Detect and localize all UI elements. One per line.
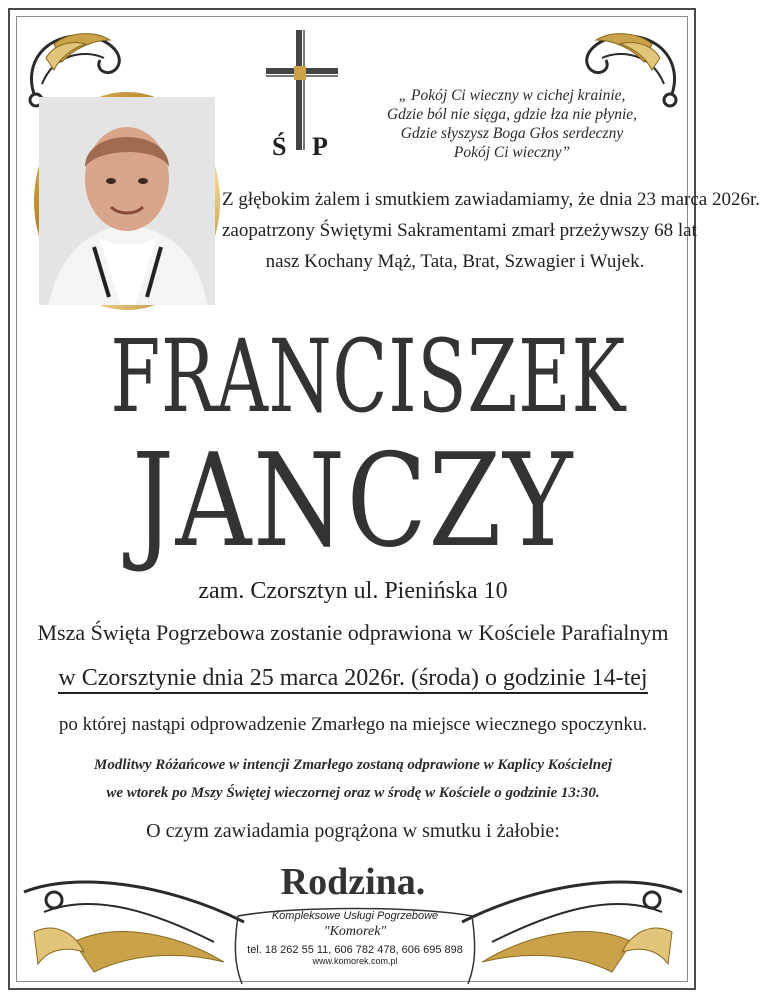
- mass-line-2: [16, 665, 690, 692]
- mass-line-1: Msza Święta Pogrzebowa zostanie odprawiona w Kościele Parafialnym: [37, 620, 669, 645]
- intro-line: Z głębokim żalem i smutkiem zawiadamiamy, że dnia 23 marca 2026r.: [222, 189, 760, 210]
- memorial-quote: [342, 86, 682, 162]
- funeral-home-tagline: Kompleksowe Usługi Pogrzebowe: [271, 910, 439, 922]
- rosary-info: [16, 751, 690, 807]
- first-name: FRANCISZEK: [110, 318, 626, 435]
- funeral-home-name: "Komorek": [323, 924, 387, 939]
- funeral-home-website: www.komorek.com.pl: [312, 956, 398, 966]
- portrait-image: [39, 97, 215, 305]
- cross-letter-right: P: [312, 132, 328, 161]
- quote-line: „ Pokój Ci wieczny w cichej krainie,: [398, 87, 626, 104]
- portrait-photo: [34, 92, 220, 310]
- rosary-line: we wtorek po Mszy Świętej wieczornej oraz w środę w Kościele o godzinie 13:30.: [106, 785, 600, 801]
- funeral-home: [232, 910, 478, 966]
- notify-line: O czym zawiadamia pogrążona w smutku i żałobie:: [146, 820, 560, 842]
- death-announcement: [222, 184, 760, 277]
- quote-line: Gdzie ból nie sięga, gdzie łza nie płynie,: [386, 106, 638, 123]
- intro-line: zaopatrzony Świętymi Sakramentami zmarł przeżywszy 68 lat: [222, 220, 697, 241]
- family-signature: Rodzina.: [280, 861, 426, 903]
- cross-letter-left: Ś: [272, 132, 287, 161]
- mass-line-3: po której nastąpi odprowadzenie Zmarłego na miejsce wiecznego spoczynku.: [58, 714, 648, 735]
- quote-line: Pokój Ci wieczny”: [453, 144, 571, 161]
- quote-line: Gdzie słyszysz Boga Głos serdeczny: [400, 125, 624, 142]
- mass-date-time: w Czorsztynie dnia 25 marca 2026r. (środa) o godzinie 14-tej: [58, 665, 647, 694]
- cross-block: [262, 28, 342, 168]
- funeral-home-phones: tel. 18 262 55 11, 606 782 478, 606 695 898: [247, 944, 463, 956]
- address: zam. Czorsztyn ul. Pienińska 10: [198, 578, 508, 604]
- intro-line: nasz Kochany Mąż, Tata, Brat, Szwagier i Wujek.: [265, 251, 645, 272]
- last-name: JANCZY: [131, 427, 575, 576]
- rosary-line: Modlitwy Różańcowe w intencji Zmarłego zostaną odprawione w Kaplicy Kościelnej: [94, 757, 612, 773]
